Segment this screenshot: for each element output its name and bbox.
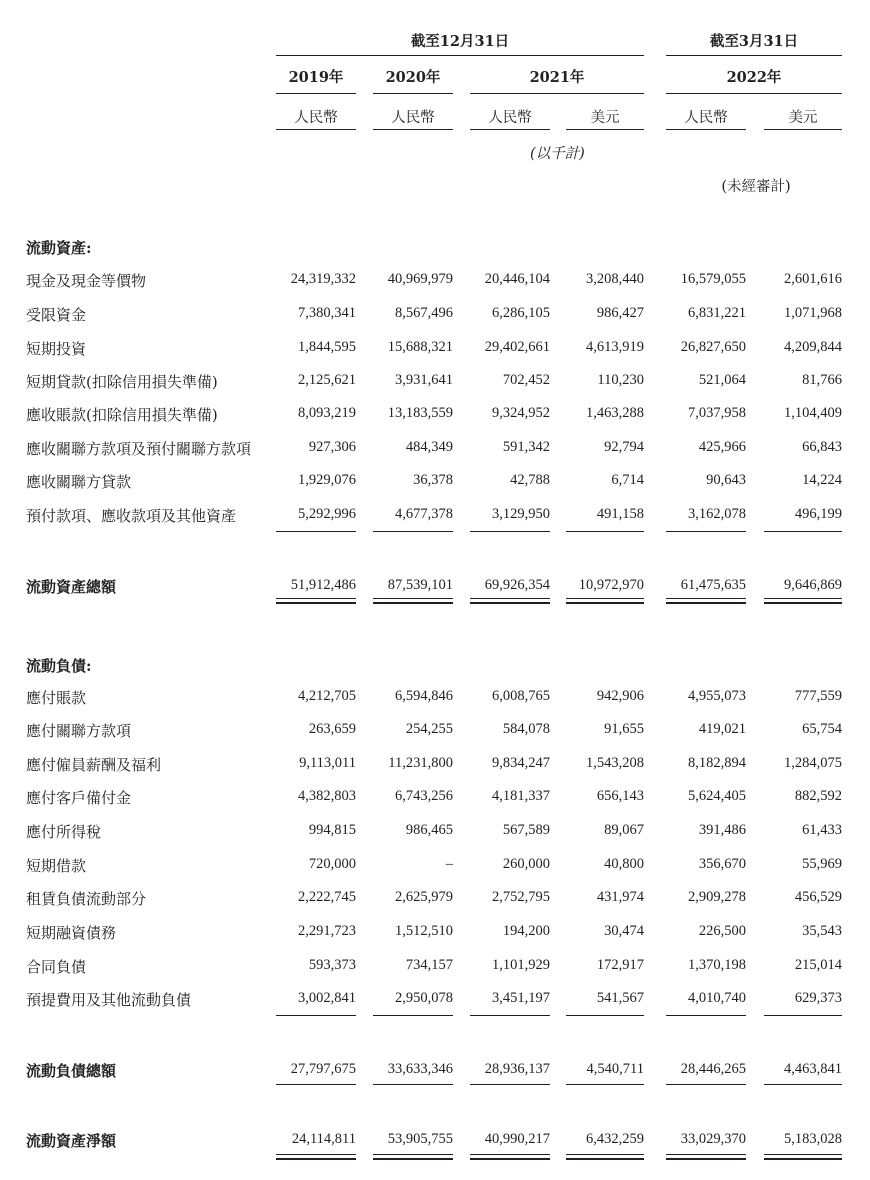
liability-total-row-value: 33,633,346 bbox=[387, 1061, 453, 1077]
total-double-rule bbox=[470, 1158, 550, 1160]
liability-row-value: 3,451,197 bbox=[492, 990, 550, 1006]
liability-row-value: 720,000 bbox=[308, 856, 356, 872]
liability-row-value: 734,157 bbox=[405, 957, 453, 973]
currency-header: 人民幣 bbox=[294, 110, 338, 126]
liability-row-value: 1,512,510 bbox=[395, 923, 453, 939]
net-current-assets-row-value: 6,432,259 bbox=[586, 1131, 644, 1147]
current-liabilities-title: 流動負債: bbox=[26, 657, 92, 675]
total-rule bbox=[566, 1015, 644, 1016]
liability-total-row-value: 4,463,841 bbox=[784, 1061, 842, 1077]
asset-row-value: 986,427 bbox=[596, 305, 644, 321]
asset-row-value: 9,324,952 bbox=[492, 405, 550, 421]
liability-row-value: 40,800 bbox=[604, 856, 644, 872]
currency-rule bbox=[276, 129, 356, 130]
liability-row-value: 391,486 bbox=[698, 822, 746, 838]
total-rule bbox=[764, 531, 842, 532]
currency-rule bbox=[566, 129, 644, 130]
asset-row-value: 5,292,996 bbox=[298, 506, 356, 522]
liability-total-row-value: 4,540,711 bbox=[586, 1061, 644, 1077]
liability-total-row-value: 27,797,675 bbox=[290, 1061, 356, 1077]
asset-row-value: 591,342 bbox=[502, 439, 550, 455]
liability-row-value: 567,589 bbox=[502, 822, 550, 838]
total-rule bbox=[764, 598, 842, 599]
asset-row-value: 3,208,440 bbox=[586, 271, 644, 287]
liability-row-value: 4,010,740 bbox=[688, 990, 746, 1006]
total-rule bbox=[276, 598, 356, 599]
liability-row-label: 合同負債 bbox=[26, 958, 87, 976]
total-rule bbox=[764, 1015, 842, 1016]
unit-note: (以千計) bbox=[530, 146, 585, 162]
total-double-rule bbox=[764, 602, 842, 604]
total-rule bbox=[373, 1084, 453, 1085]
liability-row-value: 55,969 bbox=[802, 856, 842, 872]
liability-row-value: 215,014 bbox=[794, 957, 842, 973]
liability-row-label: 租賃負債流動部分 bbox=[26, 890, 147, 908]
year-rule-2020 bbox=[373, 93, 453, 94]
liability-row-value: 35,543 bbox=[802, 923, 842, 939]
asset-row-value: 110,230 bbox=[597, 372, 644, 388]
asset-total-row-value: 61,475,635 bbox=[680, 577, 746, 593]
liability-row-value: 456,529 bbox=[794, 889, 842, 905]
liability-row-value: 1,101,929 bbox=[492, 957, 550, 973]
total-rule bbox=[666, 1015, 746, 1016]
liability-row-value: 6,008,765 bbox=[492, 688, 550, 704]
asset-row-value: 1,929,076 bbox=[298, 472, 356, 488]
total-double-rule bbox=[373, 602, 453, 604]
liability-row-value: 226,500 bbox=[698, 923, 746, 939]
total-rule bbox=[276, 1154, 356, 1155]
period-dec-rule bbox=[276, 55, 644, 56]
asset-row-value: 521,064 bbox=[698, 372, 746, 388]
liability-row-value: 1,284,075 bbox=[784, 755, 842, 771]
period-dec-header: 截至12月31日 bbox=[410, 33, 510, 50]
asset-row-label: 應收關聯方貸款 bbox=[26, 473, 132, 491]
asset-row-label: 應收賬款(扣除信用損失準備) bbox=[26, 406, 218, 424]
asset-row-value: 702,452 bbox=[502, 372, 550, 388]
currency-rule bbox=[470, 129, 550, 130]
year-2022: 2022年 bbox=[726, 69, 782, 86]
liability-row-value: 986,465 bbox=[405, 822, 453, 838]
total-double-rule bbox=[566, 1158, 644, 1160]
liability-row-label: 應付關聯方款項 bbox=[26, 722, 132, 740]
asset-row-value: 6,831,221 bbox=[688, 305, 746, 321]
liability-row-label: 預提費用及其他流動負債 bbox=[26, 991, 192, 1009]
liability-row-value: 4,212,705 bbox=[298, 688, 356, 704]
asset-row-value: 7,380,341 bbox=[298, 305, 356, 321]
asset-row-value: 425,966 bbox=[698, 439, 746, 455]
total-rule bbox=[470, 1154, 550, 1155]
asset-row-value: 3,129,950 bbox=[492, 506, 550, 522]
asset-row-value: 3,931,641 bbox=[395, 372, 453, 388]
asset-row-value: 15,688,321 bbox=[387, 339, 453, 355]
asset-row-value: 16,579,055 bbox=[680, 271, 746, 287]
liability-row-value: 30,474 bbox=[604, 923, 644, 939]
net-current-assets-row-value: 24,114,811 bbox=[291, 1131, 356, 1147]
asset-row-value: 6,714 bbox=[611, 472, 644, 488]
asset-row-label: 應收關聯方款項及預付關聯方款項 bbox=[26, 440, 252, 458]
net-current-assets-row-value: 5,183,028 bbox=[784, 1131, 842, 1147]
asset-row-value: 92,794 bbox=[604, 439, 644, 455]
net-current-assets-row-value: 53,905,755 bbox=[387, 1131, 453, 1147]
asset-row-label: 短期貸款(扣除信用損失準備) bbox=[26, 373, 218, 391]
liability-row-value: – bbox=[445, 856, 453, 872]
asset-row-value: 8,093,219 bbox=[298, 405, 356, 421]
currency-header: 人民幣 bbox=[488, 110, 532, 126]
liability-row-value: 9,113,011 bbox=[299, 755, 356, 771]
total-double-rule bbox=[470, 602, 550, 604]
liability-row-value: 593,373 bbox=[308, 957, 356, 973]
liability-row-value: 260,000 bbox=[502, 856, 550, 872]
liability-row-value: 942,906 bbox=[596, 688, 644, 704]
liability-row-value: 2,222,745 bbox=[298, 889, 356, 905]
total-double-rule bbox=[666, 1158, 746, 1160]
liability-total-row-value: 28,446,265 bbox=[680, 1061, 746, 1077]
asset-row-value: 3,162,078 bbox=[688, 506, 746, 522]
liability-row-value: 11,231,800 bbox=[388, 755, 453, 771]
total-rule bbox=[470, 531, 550, 532]
liability-row-value: 254,255 bbox=[405, 721, 453, 737]
liability-row-value: 194,200 bbox=[502, 923, 550, 939]
total-rule bbox=[470, 1015, 550, 1016]
total-rule bbox=[373, 598, 453, 599]
current-assets-title: 流動資產: bbox=[26, 239, 92, 257]
period-mar-rule bbox=[666, 55, 842, 56]
liability-row-value: 263,659 bbox=[308, 721, 356, 737]
liability-row-label: 短期借款 bbox=[26, 857, 87, 875]
total-rule bbox=[566, 1084, 644, 1085]
asset-row-value: 4,209,844 bbox=[784, 339, 842, 355]
total-rule bbox=[470, 598, 550, 599]
asset-row-value: 14,224 bbox=[802, 472, 842, 488]
currency-header: 美元 bbox=[590, 110, 620, 126]
liability-row-label: 短期融資債務 bbox=[26, 924, 117, 942]
currency-header: 人民幣 bbox=[391, 110, 435, 126]
period-mar-header: 截至3月31日 bbox=[709, 33, 799, 50]
liability-row-value: 629,373 bbox=[794, 990, 842, 1006]
liability-row-value: 356,670 bbox=[698, 856, 746, 872]
total-rule bbox=[566, 1154, 644, 1155]
year-rule-2021 bbox=[470, 93, 644, 94]
asset-row-value: 496,199 bbox=[794, 506, 842, 522]
total-rule bbox=[566, 531, 644, 532]
year-rule-2019 bbox=[276, 93, 356, 94]
year-2019: 2019年 bbox=[288, 69, 344, 86]
liability-row-value: 9,834,247 bbox=[492, 755, 550, 771]
liability-row-value: 994,815 bbox=[308, 822, 356, 838]
total-rule bbox=[276, 1015, 356, 1016]
net-current-assets-row-label: 流動資產淨額 bbox=[26, 1132, 117, 1150]
asset-total-row-value: 69,926,354 bbox=[484, 577, 550, 593]
asset-row-value: 42,788 bbox=[510, 472, 550, 488]
total-rule bbox=[373, 1015, 453, 1016]
liability-row-value: 541,567 bbox=[596, 990, 644, 1006]
total-rule bbox=[470, 1084, 550, 1085]
asset-row-value: 1,844,595 bbox=[298, 339, 356, 355]
net-current-assets-row-value: 40,990,217 bbox=[484, 1131, 550, 1147]
currency-rule bbox=[373, 129, 453, 130]
liability-total-row-label: 流動負債總額 bbox=[26, 1062, 117, 1080]
total-double-rule bbox=[276, 1158, 356, 1160]
currency-rule bbox=[764, 129, 842, 130]
liability-row-value: 2,752,795 bbox=[492, 889, 550, 905]
liability-row-label: 應付僱員薪酬及福利 bbox=[26, 756, 162, 774]
asset-row-value: 40,969,979 bbox=[387, 271, 453, 287]
liability-row-value: 777,559 bbox=[794, 688, 842, 704]
liability-row-value: 4,955,073 bbox=[688, 688, 746, 704]
asset-row-value: 2,601,616 bbox=[784, 271, 842, 287]
year-2021: 2021年 bbox=[529, 69, 585, 86]
asset-total-row-value: 87,539,101 bbox=[387, 577, 453, 593]
asset-row-value: 81,766 bbox=[802, 372, 842, 388]
liability-row-value: 656,143 bbox=[596, 788, 644, 804]
asset-row-label: 短期投資 bbox=[26, 340, 87, 358]
asset-row-value: 90,643 bbox=[706, 472, 746, 488]
asset-total-row-label: 流動資產總額 bbox=[26, 578, 117, 596]
asset-row-value: 36,378 bbox=[413, 472, 453, 488]
total-rule bbox=[666, 531, 746, 532]
total-rule bbox=[764, 1154, 842, 1155]
total-rule bbox=[666, 1084, 746, 1085]
liability-row-value: 6,743,256 bbox=[395, 788, 453, 804]
asset-row-value: 4,613,919 bbox=[586, 339, 644, 355]
currency-header: 人民幣 bbox=[684, 110, 728, 126]
total-double-rule bbox=[276, 602, 356, 604]
total-rule bbox=[373, 531, 453, 532]
currency-header: 美元 bbox=[788, 110, 818, 126]
liability-row-value: 2,625,979 bbox=[395, 889, 453, 905]
asset-row-value: 1,104,409 bbox=[784, 405, 842, 421]
asset-row-value: 2,125,621 bbox=[298, 372, 356, 388]
asset-total-row-value: 10,972,970 bbox=[578, 577, 644, 593]
asset-total-row-value: 51,912,486 bbox=[290, 577, 356, 593]
total-double-rule bbox=[764, 1158, 842, 1160]
liability-row-value: 431,974 bbox=[596, 889, 644, 905]
unaudited-note: (未經審計) bbox=[721, 179, 791, 195]
asset-row-value: 20,446,104 bbox=[484, 271, 550, 287]
asset-row-value: 1,071,968 bbox=[784, 305, 842, 321]
liability-row-value: 6,594,846 bbox=[395, 688, 453, 704]
liability-row-value: 2,909,278 bbox=[688, 889, 746, 905]
asset-row-value: 491,158 bbox=[596, 506, 644, 522]
asset-row-value: 6,286,105 bbox=[492, 305, 550, 321]
asset-row-value: 8,567,496 bbox=[395, 305, 453, 321]
asset-row-value: 29,402,661 bbox=[484, 339, 550, 355]
liability-row-value: 4,181,337 bbox=[492, 788, 550, 804]
asset-row-value: 927,306 bbox=[308, 439, 356, 455]
total-double-rule bbox=[373, 1158, 453, 1160]
liability-row-label: 應付客戶備付金 bbox=[26, 789, 132, 807]
liability-row-value: 2,950,078 bbox=[395, 990, 453, 1006]
liability-row-value: 65,754 bbox=[802, 721, 842, 737]
currency-rule bbox=[666, 129, 746, 130]
liability-row-value: 91,655 bbox=[604, 721, 644, 737]
asset-total-row-value: 9,646,869 bbox=[784, 577, 842, 593]
liability-row-value: 172,917 bbox=[596, 957, 644, 973]
liability-row-label: 應付賬款 bbox=[26, 689, 87, 707]
liability-row-value: 89,067 bbox=[604, 822, 644, 838]
asset-row-value: 13,183,559 bbox=[387, 405, 453, 421]
asset-row-value: 7,037,958 bbox=[688, 405, 746, 421]
total-rule bbox=[666, 598, 746, 599]
liability-row-value: 3,002,841 bbox=[298, 990, 356, 1006]
year-rule-2022 bbox=[666, 93, 842, 94]
total-double-rule bbox=[666, 602, 746, 604]
liability-row-value: 5,624,405 bbox=[688, 788, 746, 804]
liability-total-row-value: 28,936,137 bbox=[484, 1061, 550, 1077]
liability-row-value: 1,370,198 bbox=[688, 957, 746, 973]
asset-row-value: 4,677,378 bbox=[395, 506, 453, 522]
liability-row-value: 1,543,208 bbox=[586, 755, 644, 771]
total-double-rule bbox=[566, 602, 644, 604]
total-rule bbox=[764, 1084, 842, 1085]
asset-row-value: 484,349 bbox=[405, 439, 453, 455]
liability-row-value: 8,182,894 bbox=[688, 755, 746, 771]
total-rule bbox=[566, 598, 644, 599]
asset-row-value: 24,319,332 bbox=[290, 271, 356, 287]
liability-row-value: 584,078 bbox=[502, 721, 550, 737]
asset-row-label: 預付款項、應收款項及其他資產 bbox=[26, 507, 237, 525]
asset-row-value: 26,827,650 bbox=[680, 339, 746, 355]
total-rule bbox=[276, 531, 356, 532]
liability-row-value: 2,291,723 bbox=[298, 923, 356, 939]
total-rule bbox=[373, 1154, 453, 1155]
year-2020: 2020年 bbox=[385, 69, 441, 86]
asset-row-label: 現金及現金等價物 bbox=[26, 272, 147, 290]
total-rule bbox=[666, 1154, 746, 1155]
asset-row-value: 66,843 bbox=[802, 439, 842, 455]
asset-row-label: 受限資金 bbox=[26, 306, 87, 324]
liability-row-value: 882,592 bbox=[794, 788, 842, 804]
liability-row-label: 應付所得稅 bbox=[26, 823, 102, 841]
liability-row-value: 61,433 bbox=[802, 822, 842, 838]
total-rule bbox=[276, 1084, 356, 1085]
liability-row-value: 4,382,803 bbox=[298, 788, 356, 804]
net-current-assets-row-value: 33,029,370 bbox=[680, 1131, 746, 1147]
liability-row-value: 419,021 bbox=[698, 721, 746, 737]
asset-row-value: 1,463,288 bbox=[586, 405, 644, 421]
